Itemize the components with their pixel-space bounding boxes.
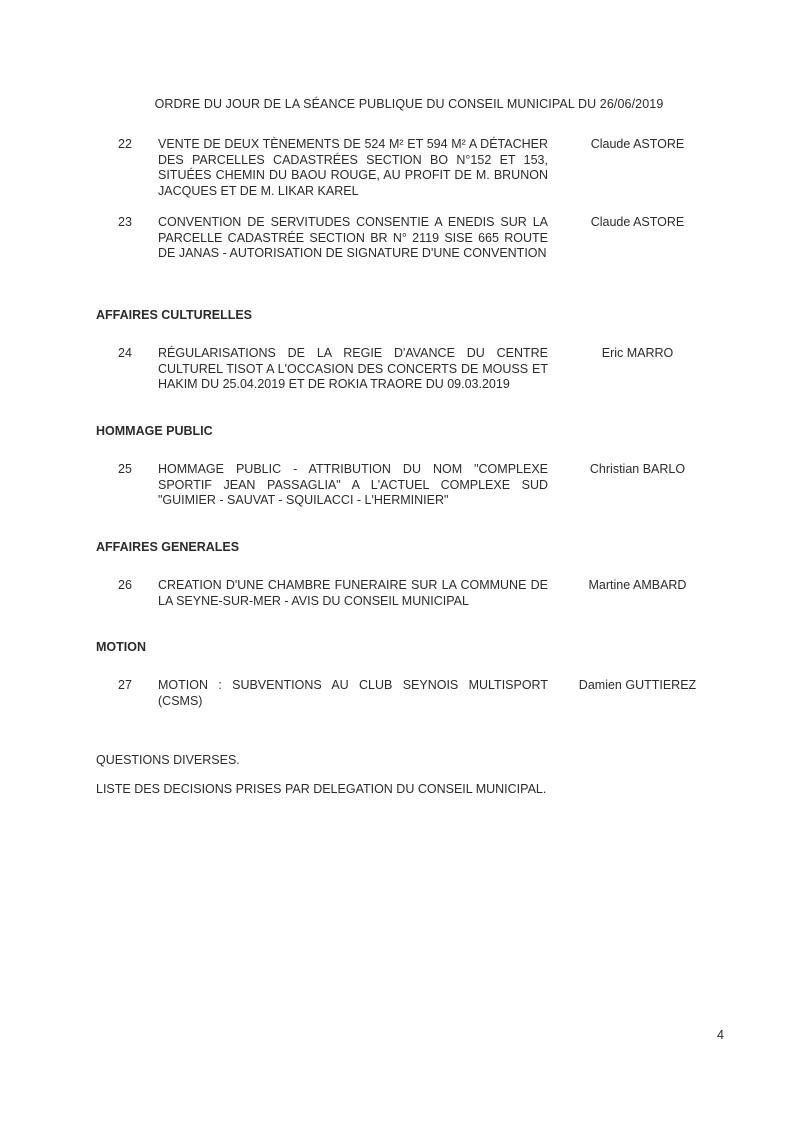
item-number: 24	[118, 346, 132, 360]
item-text: RÉGULARISATIONS DE LA REGIE D'AVANCE DU CENTRE CULTUREL TISOT A L'OCCASION DES CONCERTS DE MOUSS ET HAKIM DU 25.04.2019 ET DE ROKIA TRAORE DU 09.03.2019	[158, 346, 548, 391]
section-heading-affaires-generales: AFFAIRES GENERALES	[96, 540, 240, 554]
item-rapporteur: Claude ASTORE	[590, 137, 685, 151]
item-text: CREATION D'UNE CHAMBRE FUNERAIRE SUR LA COMMUNE DE LA SEYNE-SUR-MER - AVIS DU CONSEIL MUNICIPAL	[158, 578, 548, 608]
item-number: 27	[118, 678, 132, 692]
item-text: MOTION : SUBVENTIONS AU CLUB SEYNOIS MULTISPORT (CSMS)	[158, 678, 548, 708]
section-heading-affaires-culturelles: AFFAIRES CULTURELLES	[96, 308, 253, 322]
questions-diverses: QUESTIONS DIVERSES.	[96, 753, 240, 767]
item-rapporteur: Christian BARLO	[589, 462, 686, 476]
item-rapporteur: Damien GUTTIEREZ	[578, 678, 697, 692]
item-text: CONVENTION DE SERVITUDES CONSENTIE A ENEDIS SUR LA PARCELLE CADASTRÉE SECTION BR N° 2119 SISE 665 ROUTE DE JANAS - AUTORISATION DE SIGNATURE D'UNE CONVENTION	[158, 215, 548, 260]
section-heading-hommage-public: HOMMAGE PUBLIC	[96, 424, 213, 438]
item-text: VENTE DE DEUX TÈNEMENTS DE 524 M² ET 594 M² A DÉTACHER DES PARCELLES CADASTRÉES SECTION BO N°152 ET 153, SITUÉES CHEMIN DU BAOU ROUGE, AU PROFIT DE M. BRUNON JACQUES ET DE M. LIKAR KAREL	[158, 137, 548, 198]
item-rapporteur: Claude ASTORE	[590, 215, 685, 229]
item-number: 22	[118, 137, 132, 151]
item-number: 26	[118, 578, 132, 592]
page-number: 4	[717, 1028, 724, 1042]
item-rapporteur: Eric MARRO	[601, 346, 674, 360]
item-text: HOMMAGE PUBLIC - ATTRIBUTION DU NOM "COMPLEXE SPORTIF JEAN PASSAGLIA" A L'ACTUEL COMPLEXE SUD "GUIMIER - SAUVAT - SQUILACCI - L'HERMINIER"	[158, 462, 548, 507]
liste-decisions: LISTE DES DECISIONS PRISES PAR DELEGATION DU CONSEIL MUNICIPAL.	[96, 782, 547, 796]
page-header: ORDRE DU JOUR DE LA SÉANCE PUBLIQUE DU CONSEIL MUNICIPAL DU 26/06/2019	[154, 97, 664, 111]
item-number: 25	[118, 462, 132, 476]
item-rapporteur: Martine AMBARD	[588, 578, 687, 592]
item-number: 23	[118, 215, 132, 229]
section-heading-motion: MOTION	[96, 640, 146, 654]
